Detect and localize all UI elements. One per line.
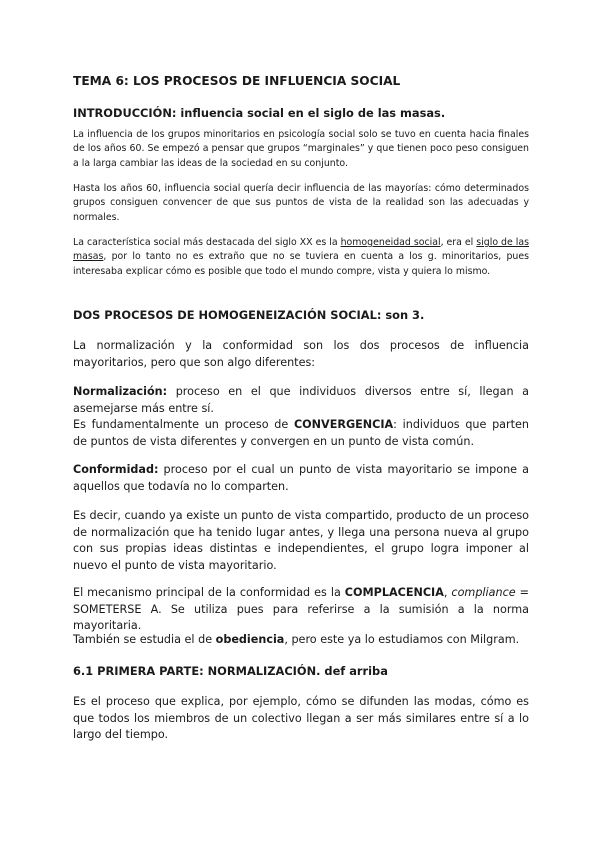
document-title: TEMA 6: LOS PROCESOS DE INFLUENCIA SOCIAL (73, 74, 401, 88)
underlined-term: siglo de las masas (73, 237, 530, 263)
homog-paragraph-1: La normalización y la conformidad son los dos procesos de influencia mayoritarios, pero que son algo diferentes: (73, 339, 529, 369)
term-conformidad: Conformidad: (73, 463, 159, 476)
homog-heading: DOS PROCESOS DE HOMOGENEIZACIÓN SOCIAL: son 3. (73, 308, 425, 322)
intro-heading: INTRODUCCIÓN: influencia social en el siglo de las masas. (73, 106, 446, 120)
term-compliance: compliance (451, 586, 516, 599)
mecanismo-paragraph: El mecanismo principal de la conformidad es la COMPLACENCIA, compliance = SOMETERSE A. Se utiliza pues para referirse a la sumisión a la norma mayoritaria. (73, 586, 529, 632)
term-normalizacion: Normalización: (73, 385, 168, 398)
obediencia-paragraph: También se estudia el de obediencia, pero este ya lo estudiamos con Milgram. (73, 633, 520, 646)
intro-paragraph-3: La característica social más destacada del siglo XX es la homogeneidad social, era el siglo de las masas, por lo tanto no es extraño que no se tuviera en cuenta a los g. minoritarios, pues interesaba explicar cómo es posible que todo el mundo compre, vista y quiera lo mismo. (73, 237, 530, 277)
intro-paragraph-1: La influencia de los grupos minoritarios en psicología social solo se tuvo en cuenta hacia finales de los años 60. Se empezó a pensar que grupos “marginales” y que tienen poco peso consiguen a la larga cambiar las ideas de la sociedad en su conjunto. (73, 129, 529, 169)
section-6-1-heading: 6.1 PRIMERA PARTE: NORMALIZACIÓN. def arriba (73, 664, 388, 678)
underlined-term: homogeneidad social (340, 237, 441, 248)
conformidad-paragraph: Conformidad: proceso por el cual un punto de vista mayoritario se impone a aquellos que todavía no lo comparten. (73, 463, 529, 493)
term-complacencia: COMPLACENCIA (344, 586, 444, 599)
intro-paragraph-2: Hasta los años 60, influencia social quería decir influencia de las mayorías: cómo determinados grupos consiguen convencer de que sus puntos de vista de la realidad son las adecuadas y normales. (73, 183, 529, 223)
section-6-1-paragraph: Es el proceso que explica, por ejemplo, cómo se difunden las modas, cómo es que todos los miembros de un colectivo llegan a ser más similares entre sí a lo largo del tiempo. (73, 695, 529, 741)
es-decir-paragraph: Es decir, cuando ya existe un punto de vista compartido, producto de un proceso de normalización que ha tenido lugar antes, y llega una persona nueva al grupo con sus propias ideas distintas e independientes, el grupo logra imponer al nuevo el punto de vista mayoritario. (73, 509, 529, 572)
term-obediencia: obediencia (215, 633, 285, 646)
normalizacion-paragraph: Normalización: proceso en el que individuos diversos entre sí, llegan a asemejarse más entre sí. Es fundamentalmente un proceso de CONVERGENCIA: individuos que parten de puntos de vista diferentes y convergen en un punto de vista común. (73, 385, 529, 448)
term-convergencia: CONVERGENCIA (293, 418, 394, 431)
